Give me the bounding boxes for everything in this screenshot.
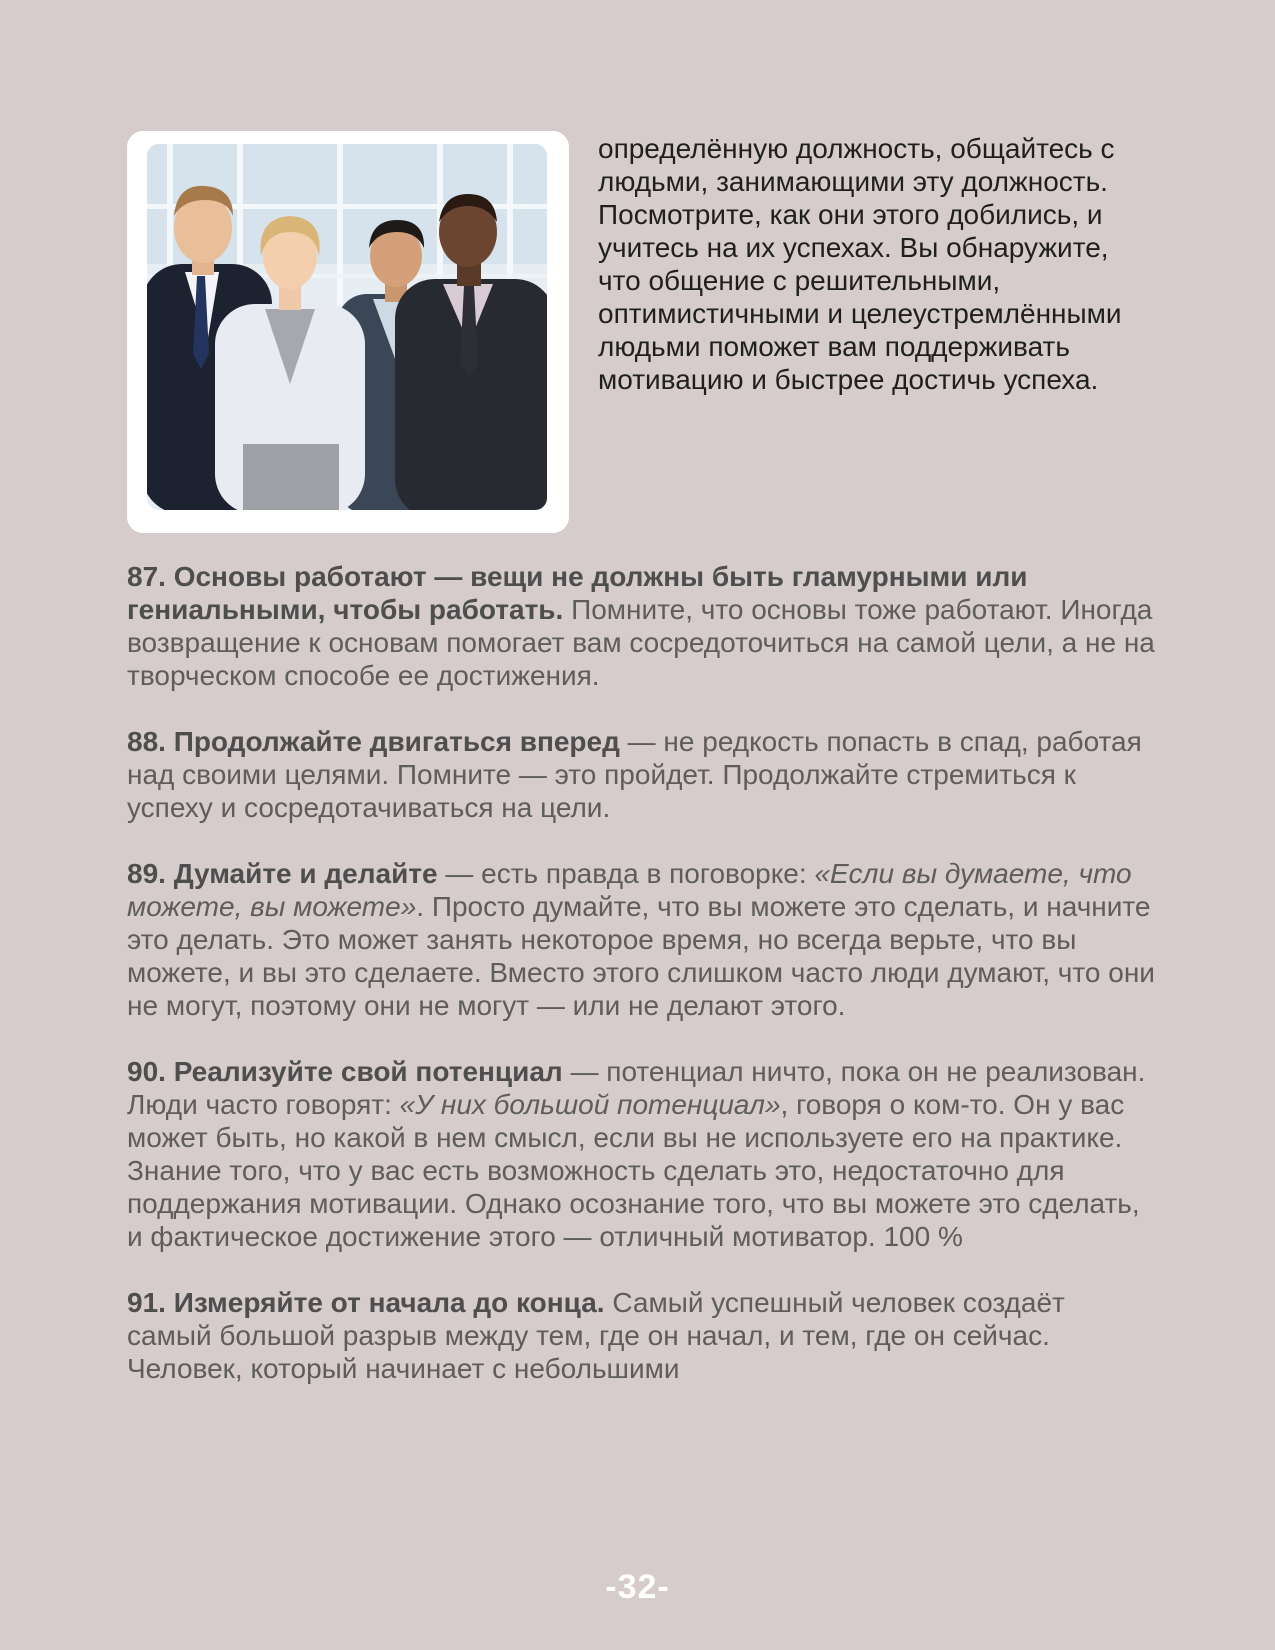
section-heading: 91. Измеряйте от начала до конца. <box>127 1287 605 1318</box>
section-body-continued: , говоря о ком-то. Он у вас может быть, но какой в нем смысл, если вы не используете его на практике. Знание того, что у вас есть возможность сделать это, недостаточно для поддержания мотивации. Однако осознание того, что вы можете это сделать, и фактическое достижение этого — отличный мотиватор. 100 % <box>127 1089 1140 1252</box>
section-body: Самый успешный человек создаёт самый большой разрыв между тем, где он начал, и тем, где он сейчас. Человек, который начинает с небольшими <box>127 1287 1065 1384</box>
section-87 <box>127 560 1157 692</box>
section-body-continued: . Просто думайте, что вы можете это сделать, и начните это делать. Это может занять некоторое время, но всегда верьте, что вы можете, и вы это сделаете. Вместо этого слишком часто люди думают, что они не могут, поэтому они не могут — или не делают этого. <box>127 891 1155 1021</box>
section-heading: 88. Продолжайте двигаться вперед <box>127 726 620 757</box>
section-heading: 90. Реализуйте свой потенциал <box>127 1056 563 1087</box>
section-89 <box>127 857 1157 1022</box>
photo-frame <box>127 131 569 533</box>
section-body: — потенциал ничто, пока он не реализован. Люди часто говорят: <box>127 1056 1146 1120</box>
section-quote: «Если вы думаете, что можете, вы можете» <box>127 858 1132 922</box>
section-body: — не редкость попасть в спад, работая над своими целями. Помните — это пройдет. Продолжайте стремиться к успеху и сосредотачиваться на цели. <box>127 726 1142 823</box>
intro-paragraph: определённую должность, общайтесь с людьми, занимающими эту должность. Посмотрите, как они этого добились, и учитесь на их успехах. Вы обнаружите, что общение с решительными, оптимистичными и целеустремлёнными людьми поможет вам поддерживать мотивацию и быстрее достичь успеха. <box>598 133 1122 395</box>
main-content <box>127 560 1157 1418</box>
section-90 <box>127 1055 1157 1253</box>
business-team-photo <box>147 144 547 510</box>
section-heading: 89. Думайте и делайте <box>127 858 438 889</box>
section-91 <box>127 1286 1157 1385</box>
section-88 <box>127 725 1157 824</box>
section-quote: «У них большой потенциал» <box>399 1089 781 1120</box>
section-body: — есть правда в поговорке: <box>437 858 815 889</box>
page-number: -32- <box>605 1568 670 1606</box>
section-heading: 87. Основы работают — вещи не должны быть гламурными или гениальными, чтобы работать. <box>127 561 1028 625</box>
section-body: Помните, что основы тоже работают. Иногда возвращение к основам помогает вам сосредоточиться на самой цели, а не на творческом способе ее достижения. <box>127 594 1155 691</box>
